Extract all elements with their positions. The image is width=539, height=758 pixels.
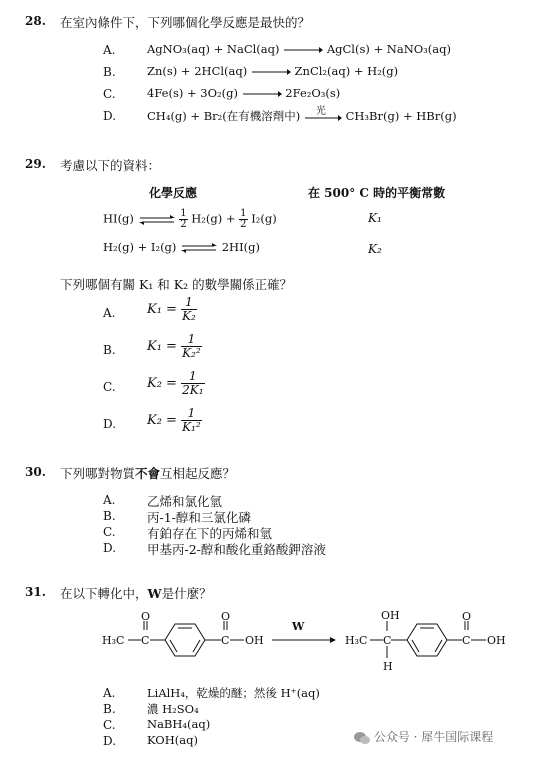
product-oh-top: OH [381,609,400,622]
question-31-number: 31. [25,585,46,599]
equilibrium-arrow-icon [180,243,218,253]
stem-text: 在以下轉化中， [60,586,148,601]
fraction-numerator: 1 [181,333,202,347]
reaction-1 [103,209,277,230]
constant-k1: K₁ [368,211,382,225]
fraction-numerator: 1 [240,208,247,219]
q28-option-c-label: C. [103,87,116,101]
reaction-2 [103,240,260,254]
product-structure [345,609,506,673]
q28-option-d-equation [147,108,457,124]
reactant-structure [102,610,264,656]
q28-c-products: 2Fe₂O₃(s) [285,86,341,100]
question-28-number: 28. [25,14,46,28]
expression-lhs: K₁ = [147,302,177,317]
table-header-reaction: 化學反應 [149,186,198,200]
light-arrow [304,106,342,124]
right-arrow-icon [242,90,282,98]
reactant-oh: OH [245,634,264,647]
wechat-icon [354,731,370,745]
q31-option-b-text: 濃 H₂SO₄ [147,702,199,716]
right-arrow-icon [251,68,291,76]
q28-option-d-label: D. [103,109,117,123]
q28-option-b-equation [147,64,398,78]
q30-option-a-label: A. [103,493,116,507]
q28-c-reactants: 4Fe(s) + 3O₂(g) [147,86,238,100]
stem-emphasis: 不會 [135,466,161,481]
stem-text: 下列哪對物質 [60,466,136,481]
expression-fraction [181,370,204,397]
q31-option-c-label: C. [103,718,116,732]
reactant-c1: C [141,634,150,647]
product-oh: OH [487,634,506,647]
q29-option-a-label: A. [103,306,116,320]
q28-option-a-label: A. [103,43,116,57]
q29-option-c-expression [147,370,205,397]
q29-option-a-expression [147,296,197,323]
q28-option-c-equation [147,86,340,100]
half-fraction [179,209,187,230]
q30-option-c-text: 有鉑存在下的丙烯和氫 [147,526,273,541]
half-fraction [239,209,247,230]
fraction-denominator: 2 [180,219,187,230]
reaction-1-product-h2: H₂(g) + [191,211,236,226]
watermark-text: 公众号 · 犀牛国际课程 [373,730,494,744]
stem-text: 是什麼？ [161,586,212,601]
q28-d-reactants: CH₄(g) + Br₂(在有機溶劑中) [147,109,301,123]
q30-option-c-label: C. [103,525,116,539]
reaction-2-reactants: H₂(g) + I₂(g) [103,240,177,254]
table-header-equilibrium-constant: 在 500° C 時的平衡常數 [308,186,446,200]
q31-option-d-label: D. [103,734,117,748]
expression-lhs: K₂ = [147,413,177,428]
reactant-c2: C [221,634,230,647]
q30-option-a-text: 乙烯和氯化氫 [147,494,223,509]
reagent-w: W [292,620,305,633]
stem-text: 互相起反應？ [160,466,236,481]
reaction-2-product: 2HI(g) [221,240,260,254]
question-29-number: 29. [25,157,46,171]
conversion-scheme [0,600,539,680]
q28-b-products: ZnCl₂(aq) + H₂(g) [294,64,399,78]
question-30-number: 30. [25,465,46,479]
fraction-numerator: 1 [181,370,204,384]
expression-fraction [181,407,202,434]
q28-a-reactants: AgNO₃(aq) + NaCl(aq) [147,42,280,56]
q29-option-d-expression [147,407,202,434]
q28-a-products: AgCl(s) + NaNO₃(aq) [326,42,451,56]
equilibrium-arrow-icon [138,215,176,225]
arrow-condition-light: 光 [315,106,326,117]
q29-option-b-expression [147,333,202,360]
expression-lhs: K₂ = [147,376,177,391]
q29-option-c-label: C. [103,380,116,394]
q31-option-b-label: B. [103,702,116,716]
question-29-stem: 考慮以下的資料： [60,158,161,173]
right-arrow-icon [304,114,342,122]
expression-fraction [181,296,197,323]
q30-option-d-label: D. [103,541,117,555]
reaction-1-product-i2: I₂(g) [251,211,277,226]
fraction-denominator: 2K₁ [182,383,204,397]
fraction-denominator: K₂² [182,346,201,360]
watermark [354,728,493,745]
fraction-numerator: 1 [181,296,197,310]
q28-b-reactants: Zn(s) + 2HCl(aq) [147,64,248,78]
reactant-o2: O [221,610,231,623]
product-c: C [383,634,392,647]
q30-option-b-label: B. [103,509,116,523]
q28-d-products: CH₃Br(g) + HBr(g) [345,109,457,123]
q30-option-b-text: 丙-1-醇和三氯化磷 [147,510,251,525]
fraction-numerator: 1 [181,407,202,421]
question-28-stem: 在室內條件下，下列哪個化學反應是最快的？ [60,15,311,30]
fraction-denominator: 2 [240,219,247,230]
q31-option-d-text: KOH(aq) [147,733,198,747]
product-o2: O [462,610,472,623]
question-30-stem [60,464,235,482]
expression-lhs: K₁ = [147,339,177,354]
stem-emphasis: W [147,586,162,601]
q31-option-c-text: NaBH₄(aq) [147,717,211,731]
reactant-o1: O [141,610,151,623]
constant-k2: K₂ [368,242,382,256]
product-h: H [383,660,393,673]
reaction-1-reactant: HI(g) [103,211,134,226]
right-arrow-icon [330,637,336,643]
reactant-ch3: H₃C [102,634,125,647]
product-ch3: H₃C [345,634,368,647]
question-29-prompt: 下列哪個有關 K₁ 和 K₂ 的數學關係正確？ [60,277,293,292]
q28-option-b-label: B. [103,65,116,79]
fraction-numerator: 1 [180,208,187,219]
right-arrow-icon [283,46,323,54]
q30-option-d-text: 甲基丙-2-醇和酸化重鉻酸鉀溶液 [147,542,326,557]
q31-option-a-text: LiAlH₄，乾燥的醚；然後 H⁺(aq) [147,686,320,700]
fraction-denominator: K₁² [182,420,201,434]
q29-option-d-label: D. [103,417,117,431]
expression-fraction [181,333,202,360]
q29-option-b-label: B. [103,343,116,357]
product-c2: C [462,634,471,647]
q28-option-a-equation [147,42,451,56]
fraction-denominator: K₂ [182,309,196,323]
reaction-arrow [272,620,336,643]
q31-option-a-label: A. [103,686,116,700]
